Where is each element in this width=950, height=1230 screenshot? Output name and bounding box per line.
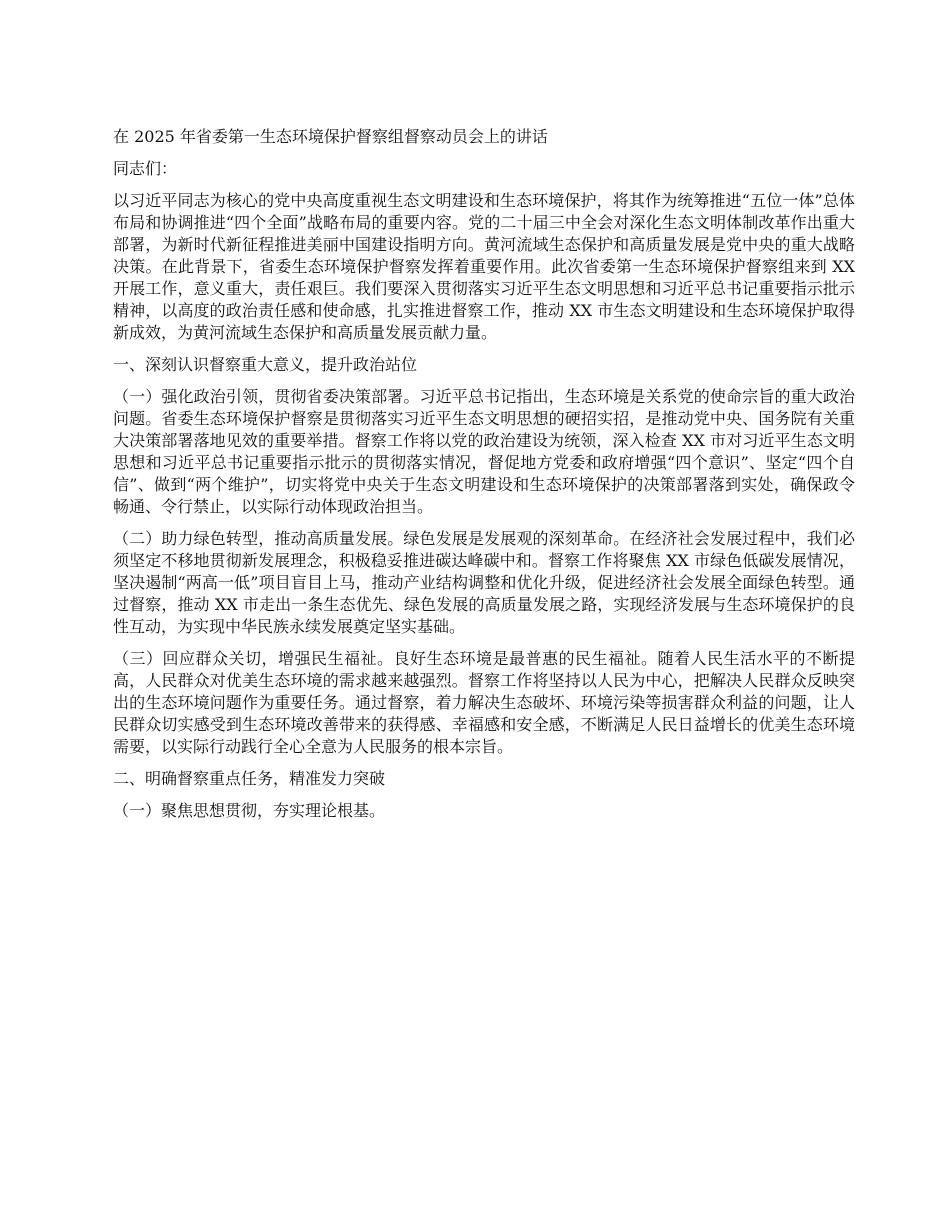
document-body <box>113 126 855 832</box>
section-2-paragraph-1: （一）聚焦思想贯彻，夯实理论根基。 <box>113 801 386 820</box>
section-1-paragraph-2: （二）助力绿色转型，推动高质量发展。绿色发展是发展观的深刻革命。在经济社会发展过程中，我们必须坚定不移地贯彻新发展理念，积极稳妥推进碳达峰碳中和。督察工作将聚焦 XX 市绿色低碳发展情况，坚决遏制“两高一低”项目盲目上马，推动产业结构调整和优化升级，促进经济社会发展全面绿色转型。通过督察，推动 XX 市走出一条生态优先、绿色发展的高质量发展之路，实现经济发展与生态环境保护的良性互动，为实现中华民族永续发展奠定坚实基础。 <box>113 529 855 636</box>
document-title: 在 2025 年省委第一生态环境保护督察组督察动员会上的讲话 <box>113 127 548 146</box>
section-1-heading: 一、深刻认识督察重大意义，提升政治站位 <box>113 355 418 374</box>
greeting: 同志们： <box>113 159 178 178</box>
section-1-paragraph-3: （三）回应群众关切，增强民生福祉。良好生态环境是最普惠的民生福祉。随着人民生活水平的不断提高，人民群众对优美生态环境的需求越来越强烈。督察工作将坚持以人民为中心，把解决人民群众反映突出的生态环境问题作为重要任务。通过督察，着力解决生态破坏、环境污染等损害群众利益的问题，让人民群众切实感受到生态环境改善带来的获得感、幸福感和安全感，不断满足人民日益增长的优美生态环境需要，以实际行动践行全心全意为人民服务的根本宗旨。 <box>113 649 855 756</box>
section-2-heading: 二、明确督察重点任务，精准发力突破 <box>113 769 386 788</box>
intro-paragraph: 以习近平同志为核心的党中央高度重视生态文明建设和生态环境保护，将其作为统筹推进“五位一体”总体布局和协调推进“四个全面”战略布局的重要内容。党的二十届三中全会对深化生态文明体制改革作出重大部署，为新时代新征程推进美丽中国建设指明方向。黄河流域生态保护和高质量发展是党中央的重大战略决策。在此背景下，省委生态环境保护督察发挥着重要作用。此次省委第一生态环境保护督察组来到 XX 开展工作，意义重大，责任艰巨。我们要深入贯彻落实习近平生态文明思想和习近平总书记重要指示批示精神，以高度的政治责任感和使命感，扎实推进督察工作，推动 XX 市生态文明建设和生态环境保护取得新成效，为黄河流域生态保护和高质量发展贡献力量。 <box>113 191 855 342</box>
section-1-paragraph-1: （一）强化政治引领，贯彻省委决策部署。习近平总书记指出，生态环境是关系党的使命宗旨的重大政治问题。省委生态环境保护督察是贯彻落实习近平生态文明思想的硬招实招，是推动党中央、国务院有关重大决策部署落地见效的重要举措。督察工作将以党的政治建设为统领，深入检查 XX 市对习近平生态文明思想和习近平总书记重要指示批示的贯彻落实情况，督促地方党委和政府增强“四个意识”、坚定“四个自信”、做到“两个维护”，切实将党中央关于生态文明建设和生态环境保护的决策部署落到实处，确保政令畅通、令行禁止，以实际行动体现政治担当。 <box>113 387 855 516</box>
